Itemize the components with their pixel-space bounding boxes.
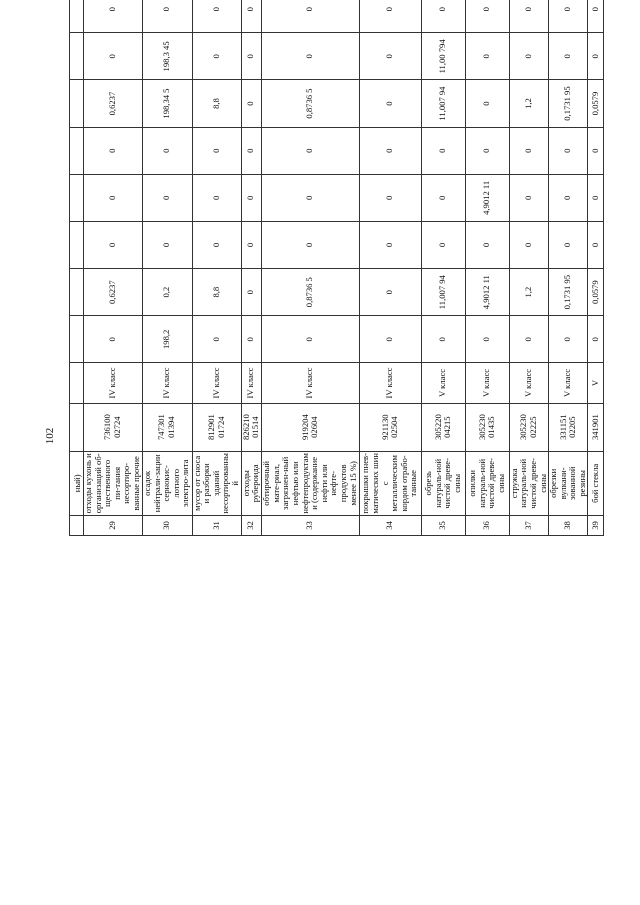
value-cell: 8,8 bbox=[192, 269, 241, 316]
value-cell: 4,9012 11 bbox=[465, 269, 509, 316]
value-cell: 0 bbox=[588, 221, 604, 268]
value-cell: 0 bbox=[261, 316, 359, 363]
row-number-cell: 31 bbox=[192, 515, 241, 535]
header-fragment-row bbox=[70, 0, 84, 536]
value-cell: 0 bbox=[359, 80, 421, 127]
value-cell: 198,3 45 bbox=[142, 33, 192, 80]
table-row bbox=[84, 0, 143, 536]
value-cell: 0,0579 bbox=[588, 80, 604, 127]
value-cell: 0 bbox=[359, 127, 421, 174]
value-cell: 0 bbox=[142, 127, 192, 174]
table-body bbox=[70, 0, 604, 536]
hazard-class-cell: V класс bbox=[549, 363, 588, 403]
waste-name-cell: бой стекла bbox=[588, 451, 604, 515]
value-cell: 0 bbox=[509, 221, 548, 268]
hazard-class-cell: V bbox=[588, 363, 604, 403]
value-cell: 0 bbox=[359, 0, 421, 33]
value-cell: 1,2 bbox=[509, 269, 548, 316]
table-cell bbox=[70, 316, 84, 363]
hazard-class-cell: IV класс bbox=[84, 363, 143, 403]
value-cell: 0 bbox=[84, 0, 143, 33]
value-cell: 0 bbox=[241, 269, 261, 316]
value-cell: 0 bbox=[549, 127, 588, 174]
row-number-cell: 30 bbox=[142, 515, 192, 535]
value-cell: 0 bbox=[509, 174, 548, 221]
value-cell: 0 bbox=[549, 174, 588, 221]
table-row bbox=[359, 0, 421, 536]
fkko-code-cell: 305220 04215 bbox=[421, 403, 465, 451]
table-row bbox=[261, 0, 359, 536]
waste-name-cell: мусор от сноса и разборки зданий несортированный bbox=[191, 453, 240, 514]
waste-name-cell: обтирочный мате-риал, загрязнен-ный нефтью или нефтепродуктами (содержание нефти или нефте-продуктов менее 15 %) bbox=[261, 453, 358, 514]
value-cell: 0 bbox=[192, 221, 241, 268]
value-cell: 0 bbox=[509, 316, 548, 363]
value-cell: 0 bbox=[421, 221, 465, 268]
table-row bbox=[588, 0, 604, 536]
value-cell: 0 bbox=[84, 127, 143, 174]
value-cell: 0 bbox=[241, 80, 261, 127]
table-row bbox=[192, 0, 241, 536]
value-cell: 0 bbox=[241, 174, 261, 221]
fkko-code-cell: 305230 02225 bbox=[509, 403, 548, 451]
value-cell: 0,8736 5 bbox=[261, 80, 359, 127]
value-cell: 11,007 94 bbox=[421, 269, 465, 316]
value-cell: 11,00 794 bbox=[421, 33, 465, 80]
value-cell: 0 bbox=[549, 221, 588, 268]
hazard-class-cell: V класс bbox=[465, 363, 509, 403]
table-cell bbox=[70, 221, 84, 268]
waste-name-cell: обрезь натураль-ной чистой древе-сины bbox=[421, 451, 465, 515]
table-row bbox=[142, 0, 192, 536]
page-number: 102 bbox=[44, 427, 56, 445]
value-cell: 0 bbox=[261, 221, 359, 268]
value-cell: 0 bbox=[142, 221, 192, 268]
value-cell: 0 bbox=[142, 174, 192, 221]
value-cell: 0,0579 bbox=[588, 269, 604, 316]
table-cell bbox=[70, 515, 84, 535]
value-cell: 0 bbox=[84, 221, 143, 268]
table-cell bbox=[70, 174, 84, 221]
waste-name-cell: отходы рубероида bbox=[241, 451, 261, 515]
hazard-class-cell: V класс bbox=[509, 363, 548, 403]
value-cell: 0,8736 5 bbox=[261, 269, 359, 316]
table-row bbox=[549, 0, 588, 536]
row-number-cell: 36 bbox=[465, 515, 509, 535]
row-number-cell: 32 bbox=[241, 515, 261, 535]
row-number-cell: 38 bbox=[549, 515, 588, 535]
value-cell: 0 bbox=[192, 174, 241, 221]
waste-name-cell: обрезки вулкани-зованной резины bbox=[549, 451, 588, 515]
value-cell: 0 bbox=[241, 0, 261, 33]
value-cell: 0 bbox=[588, 316, 604, 363]
value-cell: 0 bbox=[588, 0, 604, 33]
waste-name-cell: опилки натураль-ной чистой древе-сины bbox=[465, 451, 509, 515]
hazard-class-cell: IV класс bbox=[142, 363, 192, 403]
value-cell: 0,6237 bbox=[84, 80, 143, 127]
value-cell: 0,2 bbox=[142, 269, 192, 316]
value-cell: 0 bbox=[192, 316, 241, 363]
value-cell: 0 bbox=[465, 316, 509, 363]
table-cell bbox=[70, 0, 84, 33]
row-number-cell: 34 bbox=[359, 515, 421, 535]
hazard-class-cell: IV класс bbox=[192, 363, 241, 403]
row-number-cell: 29 bbox=[84, 515, 143, 535]
table-cell bbox=[70, 403, 84, 451]
value-cell: 0 bbox=[509, 0, 548, 33]
value-cell: 0 bbox=[142, 0, 192, 33]
waste-name-cell: покрышки пнев-матических шин с металлическим кордом отрабо-танные bbox=[359, 451, 421, 515]
table-row bbox=[241, 0, 261, 536]
value-cell: 0 bbox=[465, 127, 509, 174]
row-number-cell: 35 bbox=[421, 515, 465, 535]
row-number-cell: 37 bbox=[509, 515, 548, 535]
table-cell bbox=[70, 33, 84, 80]
rotated-table-viewport bbox=[69, 7, 601, 866]
fkko-code-cell: 812901 01724 bbox=[192, 403, 241, 451]
value-cell: 0 bbox=[261, 33, 359, 80]
value-cell: 0 bbox=[84, 33, 143, 80]
fkko-code-cell: 919204 02604 bbox=[261, 403, 359, 451]
value-cell: 4,9012 11 bbox=[465, 174, 509, 221]
fkko-code-cell: 747301 01394 bbox=[142, 403, 192, 451]
value-cell: 0 bbox=[359, 269, 421, 316]
value-cell: 0 bbox=[465, 221, 509, 268]
value-cell: 0,1731 95 bbox=[549, 269, 588, 316]
value-cell: 0 bbox=[465, 0, 509, 33]
table-row bbox=[421, 0, 465, 536]
value-cell: 0 bbox=[509, 33, 548, 80]
value-cell: 198,34 5 bbox=[142, 80, 192, 127]
value-cell: 0 bbox=[359, 316, 421, 363]
value-cell: 0 bbox=[241, 33, 261, 80]
waste-name-cell: отходы кухонь и организаций об-щественного пи-тания несортиро-ванные прочие bbox=[84, 451, 143, 515]
value-cell: 0 bbox=[261, 127, 359, 174]
header-fragment-cell: ный) bbox=[70, 451, 84, 515]
value-cell: 11,007 94 bbox=[421, 80, 465, 127]
value-cell: 0 bbox=[192, 33, 241, 80]
value-cell: 0 bbox=[192, 127, 241, 174]
value-cell: 0 bbox=[421, 174, 465, 221]
value-cell: 0 bbox=[421, 0, 465, 33]
value-cell: 0 bbox=[84, 174, 143, 221]
value-cell: 0 bbox=[465, 80, 509, 127]
hazard-class-cell: IV класс bbox=[261, 363, 359, 403]
value-cell: 0 bbox=[588, 127, 604, 174]
value-cell: 8,8 bbox=[192, 80, 241, 127]
value-cell: 0 bbox=[549, 0, 588, 33]
row-number-cell: 33 bbox=[261, 515, 359, 535]
value-cell: 0 bbox=[261, 174, 359, 221]
table-row bbox=[465, 0, 509, 536]
value-cell: 0 bbox=[241, 316, 261, 363]
value-cell: 0,1731 95 bbox=[549, 80, 588, 127]
table-cell bbox=[70, 269, 84, 316]
value-cell: 198,2 bbox=[142, 316, 192, 363]
fkko-code-cell: 341901 bbox=[588, 403, 604, 451]
table-cell bbox=[70, 127, 84, 174]
hazard-class-cell: IV класс bbox=[359, 363, 421, 403]
value-cell: 0 bbox=[359, 221, 421, 268]
value-cell: 1,2 bbox=[509, 80, 548, 127]
table-row bbox=[509, 0, 548, 536]
fkko-code-cell: 305230 01435 bbox=[465, 403, 509, 451]
value-cell: 0 bbox=[465, 33, 509, 80]
value-cell: 0 bbox=[261, 0, 359, 33]
value-cell: 0 bbox=[588, 174, 604, 221]
value-cell: 0 bbox=[509, 127, 548, 174]
fkko-code-cell: 331151 02205 bbox=[549, 403, 588, 451]
waste-name-cell: стружка натураль-ной чистой древе-сины bbox=[509, 451, 548, 515]
value-cell: 0,6237 bbox=[84, 269, 143, 316]
value-cell: 0 bbox=[84, 316, 143, 363]
fkko-code-cell: 826210 01514 bbox=[241, 403, 261, 451]
value-cell: 0 bbox=[192, 0, 241, 33]
value-cell: 0 bbox=[549, 316, 588, 363]
hazard-class-cell: V класс bbox=[421, 363, 465, 403]
value-cell: 0 bbox=[421, 316, 465, 363]
value-cell: 0 bbox=[421, 127, 465, 174]
value-cell: 0 bbox=[359, 33, 421, 80]
hazard-class-cell: IV класс bbox=[241, 363, 261, 403]
table-cell bbox=[70, 363, 84, 403]
value-cell: 0 bbox=[241, 127, 261, 174]
table-cell bbox=[70, 80, 84, 127]
waste-table bbox=[69, 0, 604, 536]
row-number-cell: 39 bbox=[588, 515, 604, 535]
fkko-code-cell: 921130 02504 bbox=[359, 403, 421, 451]
value-cell: 0 bbox=[549, 33, 588, 80]
waste-name-cell: осадок нейтрали-зации сернокис-лотного электро-лита bbox=[142, 451, 192, 515]
waste-table-wrapper bbox=[69, 0, 601, 536]
fkko-code-cell: 736100 02724 bbox=[84, 403, 143, 451]
value-cell: 0 bbox=[588, 33, 604, 80]
value-cell: 0 bbox=[241, 221, 261, 268]
value-cell: 0 bbox=[359, 174, 421, 221]
